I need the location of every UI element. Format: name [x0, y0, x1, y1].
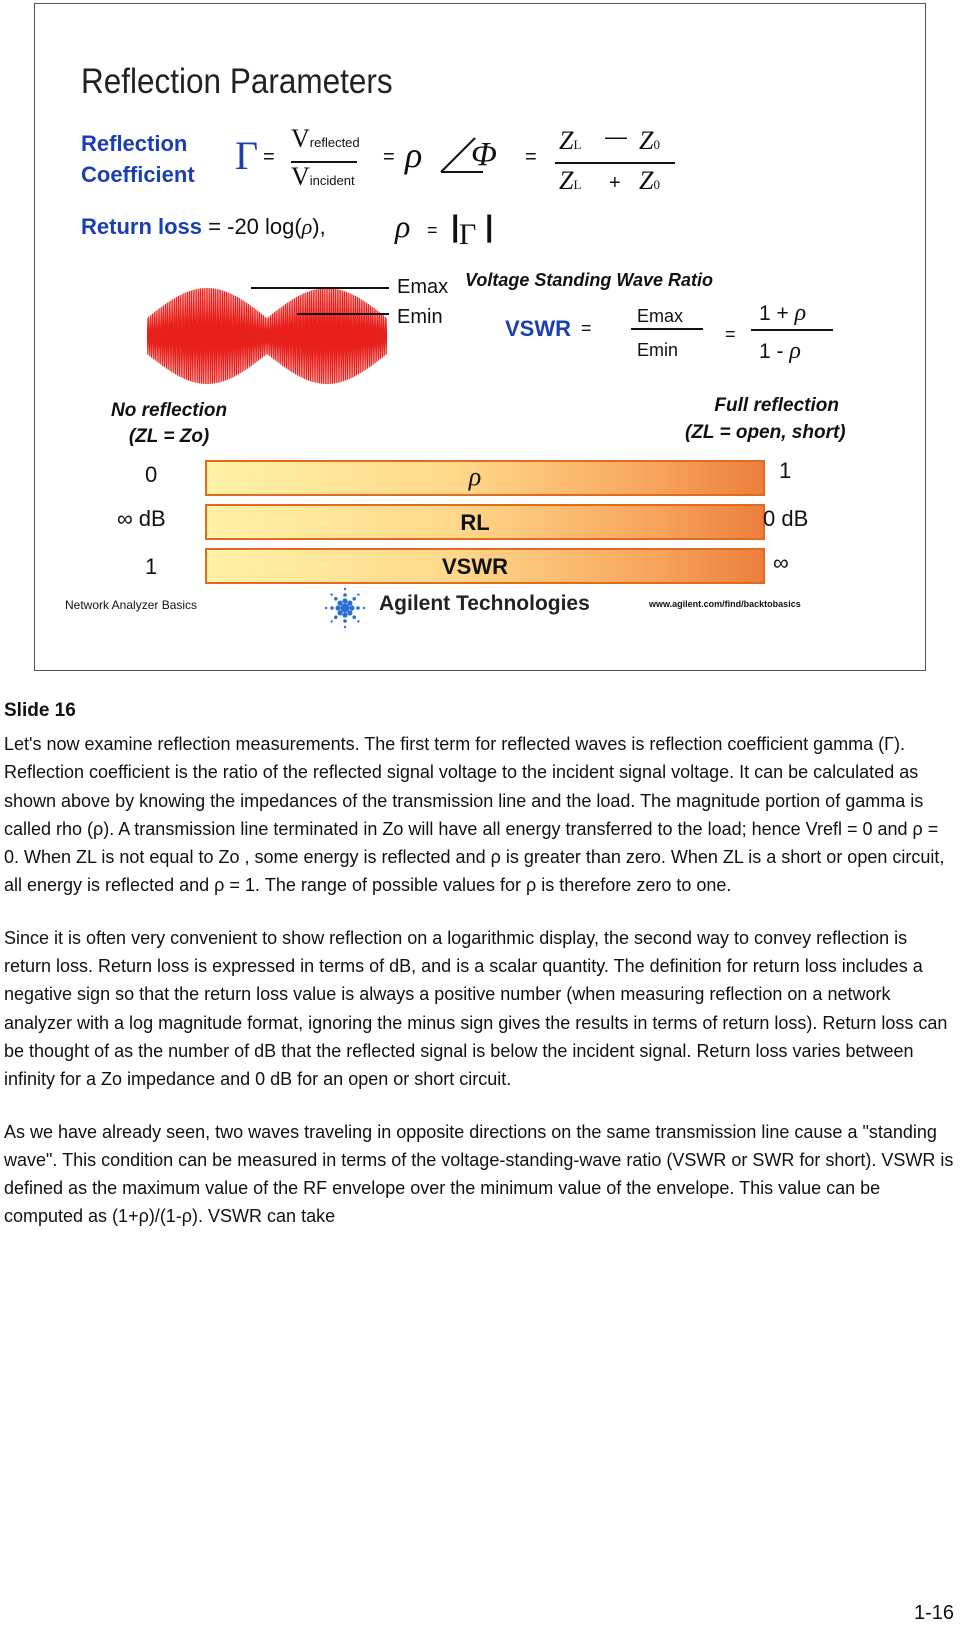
notes-paragraph-3: As we have already seen, two waves traveling in opposite directions on the same transmission line cause a "standing wave". This condition can be measured in terms of the voltage-standing-wave ratio (VSWR or SWR for short). VSWR is defined as the maximum value of the RF envelope over the minimum value of the envelope. This value can be computed as (1+ρ)/(1-ρ). VSWR can take: [4, 1121, 954, 1227]
equals-3: =: [525, 146, 537, 168]
rho-num: ρ: [794, 300, 807, 326]
standing-wave-path: [147, 288, 387, 384]
l-sub: L: [573, 137, 582, 152]
v-reflected: [291, 124, 360, 154]
vswr-scale-left: 1: [145, 554, 158, 579]
fraction-line-4: [751, 329, 833, 331]
reflection-label-line2: Coefficient: [81, 162, 195, 187]
equals-4: =: [427, 220, 438, 240]
emin-leader-line: [297, 313, 389, 315]
slide-frame: [34, 3, 926, 671]
standing-wave-graphic: [147, 286, 387, 386]
logo-dot: [335, 605, 340, 610]
zero-sub-2: 0: [653, 177, 660, 192]
logo-dot: [352, 597, 356, 601]
logo-dot: [334, 597, 338, 601]
logo-dot: [330, 593, 332, 595]
l-sub-2: L: [573, 177, 582, 192]
zl-numerator: [559, 126, 581, 156]
rl-scale-right: 0 dB: [763, 506, 809, 531]
rho-den: ρ: [789, 338, 801, 364]
notes-paragraph-2: Since it is often very convenient to show reflection on a logarithmic display, the second way to convey reflection is return loss. Return loss is expressed in terms of dB, and is a scalar quantity. The definition for return loss includes a negative sign so that the return loss value is always a positive number (when measuring reflection on a network analyzer with a log magnitude format, ignoring the minus sign gives the results in terms of return loss). Return loss can be thought of as the number of dB that the reflected signal is below the incident signal. Return loss varies between infinity for a Zo impedance and 0 dB for an open or short circuit.: [4, 927, 948, 1090]
footer-brand: Agilent Technologies: [379, 592, 590, 615]
abs-bar-right: |: [485, 210, 494, 243]
rho-scale-bar: [205, 460, 765, 496]
notes-paragraph-1: Let's now examine reflection measurements. The first term for reflected waves is reflection coefficient gamma (Γ). Reflection coefficient is the ratio of the reflected signal voltage to the incident signal voltage. It can be calculated as shown above by knowing the impedances of the transmission line and the load. The magnitude portion of gamma is called rho (ρ). A transmission line terminated in Zo will have all energy transferred to the load; hence Vrefl = 0 and ρ = 0. When ZL is not equal to Zo , some energy is reflected and ρ is greater than zero. When ZL is a short or open circuit, all energy is reflected and ρ = 1. The range of possible values for ρ is therefore zero to one.: [4, 734, 945, 896]
v-symbol-2: V: [291, 162, 310, 191]
logo-dot: [363, 607, 365, 609]
vswr-scale-bar: [205, 548, 765, 584]
notes-body: [4, 730, 954, 1255]
rl-scale-bar: [205, 504, 765, 540]
footer-url[interactable]: www.agilent.com/find/backtobasics: [649, 599, 801, 609]
logo-dot: [343, 619, 347, 623]
logo-dot: [330, 606, 334, 610]
return-loss-formula-post: ),: [312, 214, 326, 239]
logo-dot: [334, 615, 338, 619]
z0-denominator: [639, 166, 660, 196]
rho-symbol-2: ρ: [395, 208, 411, 244]
vswr-emin: Emin: [637, 340, 679, 360]
one-minus: 1 -: [759, 340, 790, 363]
logo-dot: [357, 593, 359, 595]
equals-5: =: [581, 318, 592, 338]
return-loss-label: Return loss: [81, 214, 203, 239]
z-symbol-2: Z: [639, 126, 654, 155]
logo-dot: [343, 593, 347, 597]
rl-scale-left: ∞ dB: [117, 506, 166, 531]
one-plus-rho: [759, 300, 806, 327]
phi-symbol: Φ: [471, 136, 497, 173]
vswr-label: VSWR: [505, 316, 571, 341]
logo-dot: [342, 598, 347, 603]
rho-scale-right: 1: [779, 458, 792, 483]
emin-label: Emin: [397, 306, 443, 328]
emax-label: Emax: [397, 276, 449, 298]
z0-numerator: [639, 126, 660, 156]
incident-sub: incident: [309, 173, 355, 188]
logo-dot: [325, 607, 327, 609]
one-minus-rho: [759, 338, 801, 365]
footer-left: Network Analyzer Basics: [65, 598, 198, 612]
logo-dot: [347, 610, 352, 615]
logo-dot: [356, 606, 360, 610]
rho-symbol: ρ: [405, 135, 423, 175]
reflection-label-line1: Reflection: [81, 131, 188, 156]
zl-denominator: [559, 166, 581, 196]
vswr-scale-label: VSWR: [442, 554, 508, 579]
equals-6: =: [725, 324, 736, 344]
gamma-symbol-2: Γ: [459, 218, 477, 251]
no-reflection-line1: No reflection: [111, 400, 228, 421]
equals-2: =: [383, 146, 395, 168]
page-number: 1-16: [913, 1602, 954, 1624]
no-reflection-line2: (ZL = Zo): [128, 426, 210, 447]
rho-scale-label: ρ: [468, 462, 482, 491]
agilent-logo-icon: [321, 584, 369, 632]
logo-dot: [352, 615, 356, 619]
full-reflection-line2: (ZL = open, short): [685, 422, 846, 443]
logo-dot: [338, 610, 343, 615]
z-symbol-3: Z: [559, 166, 574, 195]
plus-sign: +: [609, 172, 621, 194]
slide-title: Reflection Parameters: [81, 62, 393, 101]
logo-dot: [357, 620, 359, 622]
rl-scale-label: RL: [460, 510, 490, 535]
v-incident: [291, 162, 355, 192]
logo-dot: [344, 588, 346, 590]
rho-scale-left: 0: [145, 462, 158, 487]
logo-dot: [338, 601, 343, 606]
equals-1: =: [263, 146, 275, 168]
emax-leader-line: [251, 287, 389, 289]
vswr-emax: Emax: [637, 306, 684, 326]
no-reflection-label: [111, 398, 227, 450]
abs-bar-left: |: [451, 210, 460, 243]
fraction-line-3: [631, 328, 703, 330]
full-reflection-line1: Full reflection: [714, 395, 839, 416]
logo-dot: [344, 626, 346, 628]
vswr-scale-right: ∞: [773, 550, 789, 575]
minus-sign: —: [605, 124, 627, 149]
slide-heading: Slide 16: [4, 700, 76, 721]
logo-dot: [349, 605, 354, 610]
reflection-coefficient-label: [81, 128, 195, 190]
vswr-title: Voltage Standing Wave Ratio: [465, 270, 714, 290]
logo-dot: [347, 601, 352, 606]
gamma-symbol: Γ: [235, 133, 259, 178]
full-reflection-label: [685, 392, 846, 446]
v-symbol: V: [291, 124, 310, 153]
return-loss-row: [81, 214, 326, 240]
return-loss-formula-pre: = -20 log(: [208, 214, 302, 239]
zero-sub: 0: [653, 137, 660, 152]
rho-in-log: ρ: [301, 214, 313, 239]
reflected-sub: reflected: [309, 135, 360, 150]
one-plus: 1 +: [759, 302, 795, 325]
fraction-line-2: [555, 162, 675, 164]
z-symbol: Z: [559, 126, 574, 155]
logo-dot: [330, 620, 332, 622]
logo-dot: [342, 612, 347, 617]
z-symbol-4: Z: [639, 166, 654, 195]
